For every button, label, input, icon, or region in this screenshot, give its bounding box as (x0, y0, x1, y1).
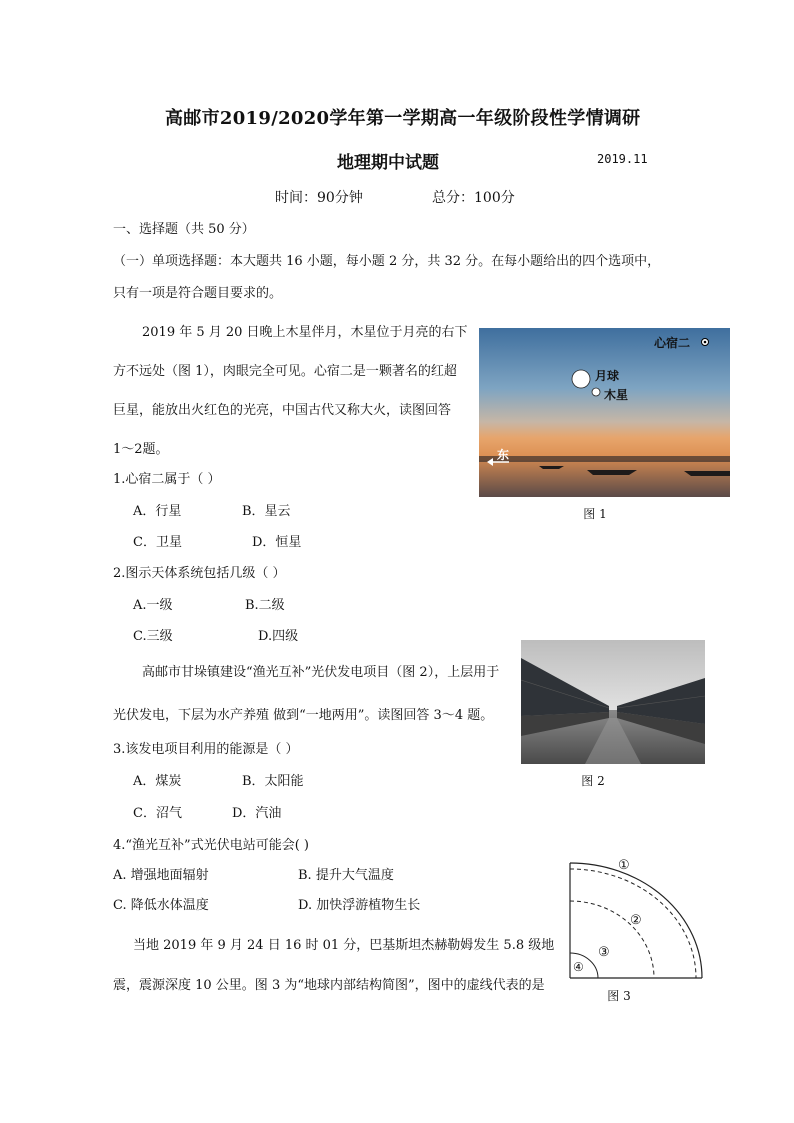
water-background (479, 460, 730, 497)
q3-stem: 3.该发电项目利用的能源是（ ） (113, 742, 299, 757)
xinsu-star-center (704, 341, 707, 344)
page-title: 高邮市2019/2020学年第一学期高一年级阶段性学情调研 (165, 108, 641, 129)
q2-option-b: B.二级 (245, 598, 285, 613)
figure1-svg (479, 328, 730, 497)
q1-option-d: D．恒星 (252, 535, 302, 550)
passage1-line2: 方不远处（图 1），肉眼完全可见。心宿二是一颗著名的红超 (113, 364, 457, 379)
passage3-line2: 震，震源深度 10 公里。图 3 为“地球内部结构简图”，图中的虚线代表的是 (113, 978, 545, 993)
q3-option-b: B．太阳能 (242, 774, 304, 789)
boat-silhouette (684, 471, 730, 476)
q4-option-a: A. 增强地面辐射 (113, 868, 209, 883)
moon-marker (572, 370, 590, 388)
boat-silhouette (587, 470, 637, 475)
q3-option-d: D．汽油 (232, 806, 282, 821)
exam-time: 时间：90分钟 (275, 190, 363, 206)
section-heading: 一、选择题（共 50 分） (113, 222, 255, 237)
q4-option-d: D. 加快浮游植物生长 (298, 898, 421, 913)
q4-stem: 4.“渔光互补”式光伏电站可能会( ) (113, 838, 309, 853)
figure2-svg (521, 640, 705, 764)
q1-option-b: B．星云 (242, 504, 291, 519)
label-moon: 月球 (595, 369, 620, 383)
label-jupiter: 木星 (604, 388, 629, 402)
passage1-line3: 巨星，能放出火红色的光亮，中国古代又称大火，读图回答 (113, 403, 452, 418)
passage2-line2: 光伏发电，下层为水产养殖 做到“一地两用”。读图回答 3～4 题。 (113, 708, 494, 723)
q2-option-c: C.三级 (133, 629, 173, 644)
passage3-line1: 当地 2019 年 9 月 24 日 16 时 01 分，巴基斯坦杰赫勒姆发生 5.8 级地 (133, 938, 555, 953)
q4-option-b: B. 提升大气温度 (298, 868, 394, 883)
passage1-line1: 2019 年 5 月 20 日晚上木星伴月，木星位于月亮的右下 (142, 325, 468, 340)
passage2-line1: 高邮市甘垛镇建设“渔光互补”光伏发电项目（图 2），上层用于 (142, 665, 500, 680)
figure2-caption: 图 2 (581, 774, 605, 788)
page-subtitle: 地理期中试题 (337, 153, 439, 173)
exam-total-score: 总分：100分 (432, 190, 515, 206)
jupiter-marker (592, 388, 600, 396)
shoreline (479, 456, 730, 462)
label-east: 东 (497, 448, 510, 462)
section-instruction-line1: （一）单项选择题：本大题共 16 小题，每小题 2 分，共 32 分。在每小题给出的四个选项中， (113, 254, 661, 269)
exam-date: 2019.11 (597, 152, 648, 166)
q2-option-d: D.四级 (258, 629, 299, 644)
section-instruction-line2: 只有一项是符合题目要求的。 (113, 286, 283, 301)
figure1-caption: 图 1 (583, 507, 607, 521)
layer-label-3: ③ (598, 945, 610, 960)
layer-label-2: ② (630, 913, 642, 928)
label-xinsu: 心宿二 (654, 336, 691, 350)
figure2-solar-photo (521, 640, 705, 764)
q3-option-a: A．煤炭 (133, 774, 182, 789)
figure1-sky-photo (479, 328, 730, 497)
layer-label-1: ① (618, 858, 630, 873)
q1-option-c: C．卫星 (133, 535, 182, 550)
q4-option-c: C. 降低水体温度 (113, 898, 209, 913)
figure3-caption: 图 3 (607, 989, 631, 1003)
q1-option-a: A．行星 (133, 504, 182, 519)
layer-label-4: ④ (573, 960, 584, 974)
q3-option-c: C．沼气 (133, 806, 182, 821)
q1-stem: 1.心宿二属于（ ） (113, 472, 221, 487)
q2-option-a: A.一级 (133, 598, 173, 613)
figure3-earth-structure-diagram (560, 855, 710, 985)
q2-stem: 2.图示天体系统包括几级（ ） (113, 566, 286, 581)
passage1-line4: 1～2题。 (113, 442, 169, 457)
